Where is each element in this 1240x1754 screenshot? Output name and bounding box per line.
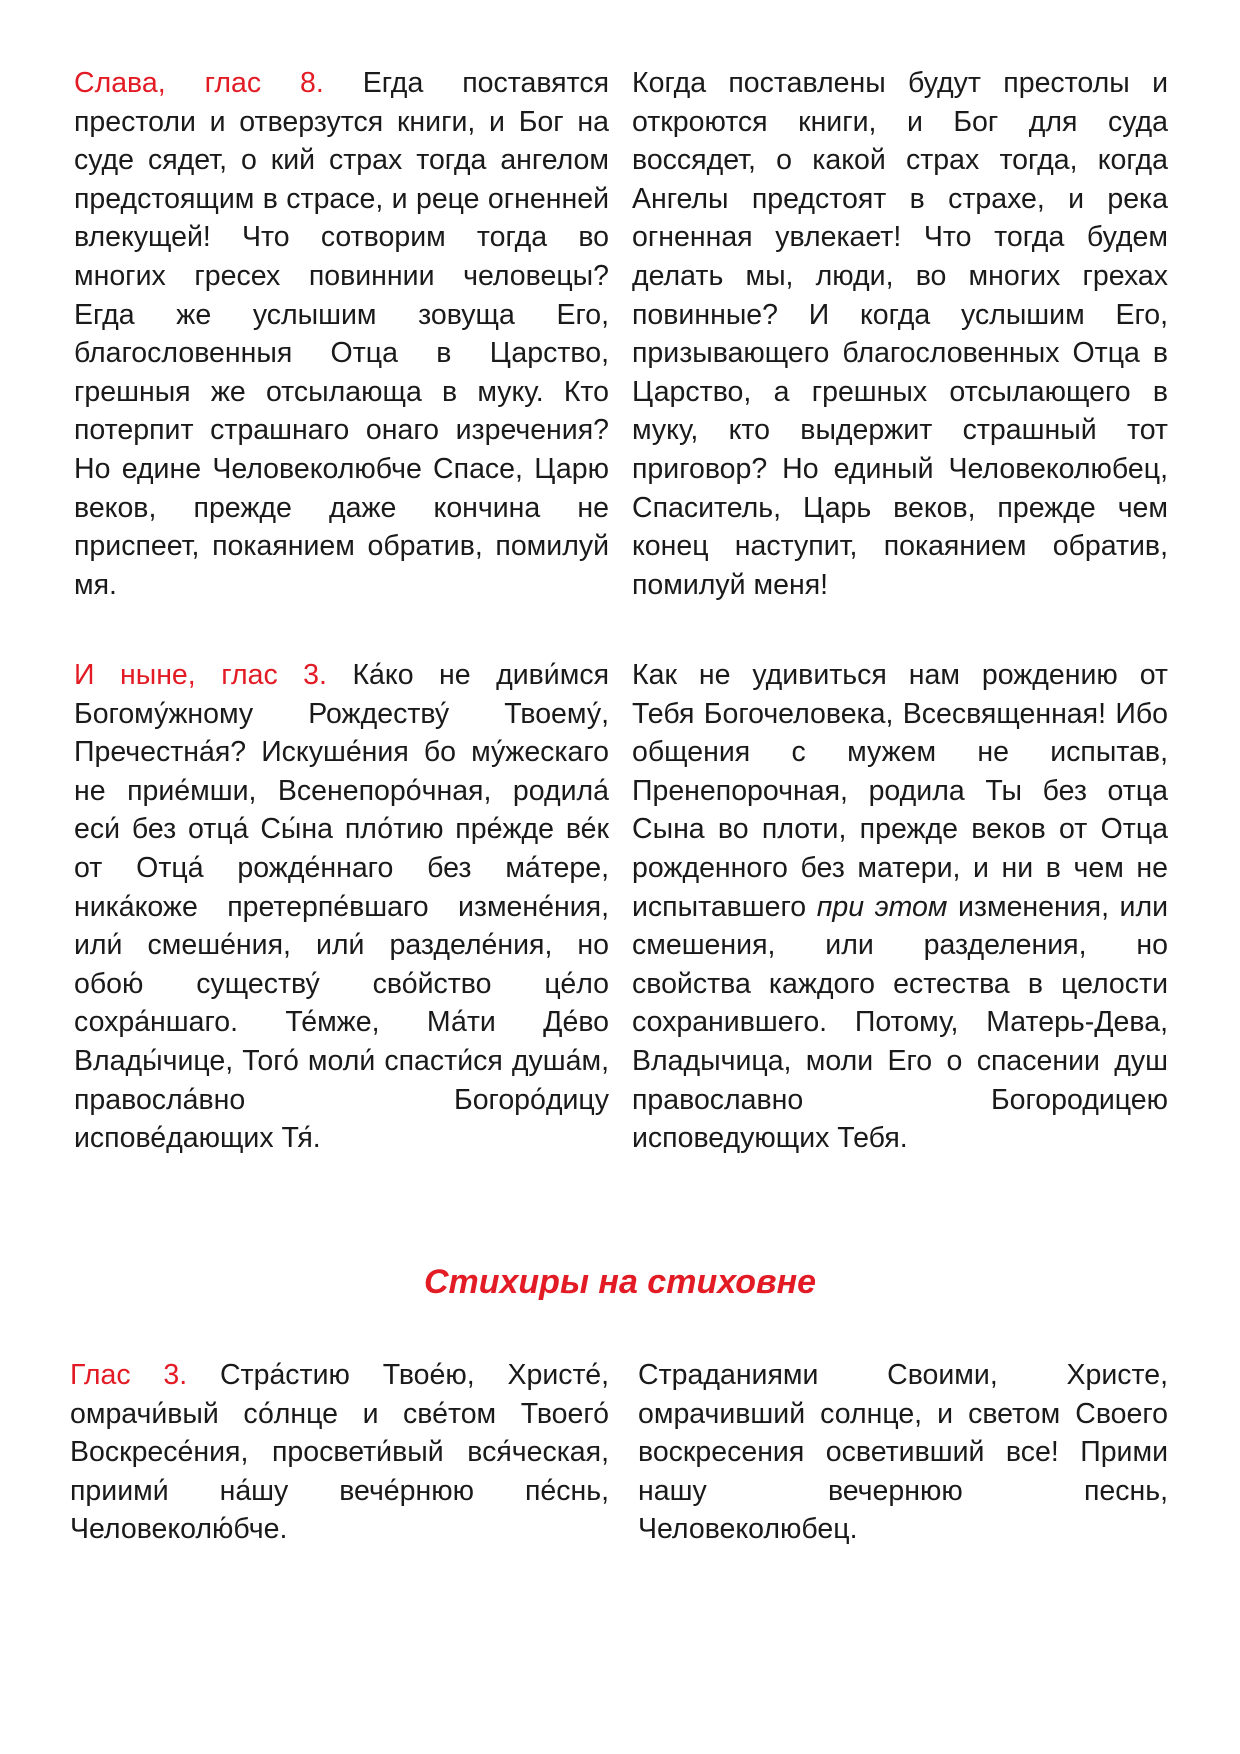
i-nyne-russian-paragraph [632, 656, 1168, 1158]
slava-slavonic-paragraph [74, 64, 609, 604]
i-nyne-russian-text-part2: изменения, или смешения, или разделения, но свойства каждого естества в целости сохранившего. Потому, Матерь-Дева, Владычица, моли Его о спасении душ православно Богородицею исповедующих Тебя. [632, 890, 1169, 1155]
slava-rubric: Слава, глас 8. [74, 67, 324, 99]
verse-slavonic-paragraph [70, 1356, 609, 1549]
i-nyne-russian-text-part1: Как не удивиться нам рождению от Тебя Богочеловека, Всесвященная! Ибо общения с мужем не испытав, Пренепорочная, родила Ты без отца Сына во плоти, прежде веков от Отца рожденного без матери, и ни в чем не испытавшего [632, 659, 1168, 923]
slava-russian-paragraph [632, 64, 1168, 604]
i-nyne-slavonic-text: Ка́ко не диви́мся Богому́жному Рождеству́ Твоему́, Пречестна́я? Искуше́ния бо му́жескаго не прие́мши, Всенепоро́чная, родила́ еси́ без отца́ Сы́на пло́тию пре́жде ве́к от Отца́ рожде́ннаго без ма́тере, ника́коже претерпе́вшаго измене́ния, или́ смеше́ния, или́ разделе́ния, но обою́ существу́ сво́йство це́ло сохра́ншаго. Те́мже, Ма́ти Де́во Влады́чице, Того́ моли́ спасти́ся душа́м, правосла́вно Богоро́дицу испове́дающих Тя́. [74, 659, 609, 1155]
verse-rubric: Глас 3. [70, 1359, 188, 1391]
stikhiry-heading: Стихиры на стиховне [423, 1263, 817, 1301]
verse-russian-text: Страданиями Своими, Христе, омрачивший солнце, и светом Своего воскресения осветивший все! Прими нашу вечернюю песнь, Человеколюбец. [638, 1359, 1168, 1546]
slava-russian-text: Когда поставлены будут престолы и откроются книги, и Бог для суда воссядет, о какой страх тогда, когда Ангелы предстоят в страхе, и река огненная увлекает! Что тогда будем делать мы, люди, во многих грехах повинные? И когда услышим Его, призывающего благословенных Отца в Царство, а грешных отсылающего в муку, кто выдержит страшный тот приговор? Но единый Человеколюбец, Спаситель, Царь веков, прежде чем конец наступит, покаянием обратив, помилуй меня! [632, 67, 1168, 601]
slava-slavonic-text: Егда поставятся престоли и отверзутся книги, и Бог на суде сядет, о кий страх тогда ангелом предстоящим в страсе, и реце огненней влекущей! Что сотворим тогда во многих гресех повиннии человецы? Егда же услышим зовуща Его, благословенныя Отца в Царство, грешныя же отсылающа в муку. Кто потерпит страшнаго онаго изречения? Но едине Человеколюбче Спасе, Царю веков, прежде даже кончина не приспеет, покаянием обратив, помилуй мя. [74, 67, 609, 601]
i-nyne-rubric: И ныне, глас 3. [74, 659, 327, 691]
i-nyne-russian-italic: при этом [816, 890, 948, 923]
i-nyne-slavonic-paragraph [74, 656, 609, 1158]
verse-russian-paragraph [638, 1356, 1168, 1549]
verse-slavonic-text: Стра́стию Твое́ю, Христе́, омрачи́вый со́лнце и све́том Твоего́ Воскресе́ния, просвети́вый вся́ческая, приими́ на́шу вече́рнюю пе́снь, Человеколю́бче. [70, 1359, 609, 1546]
